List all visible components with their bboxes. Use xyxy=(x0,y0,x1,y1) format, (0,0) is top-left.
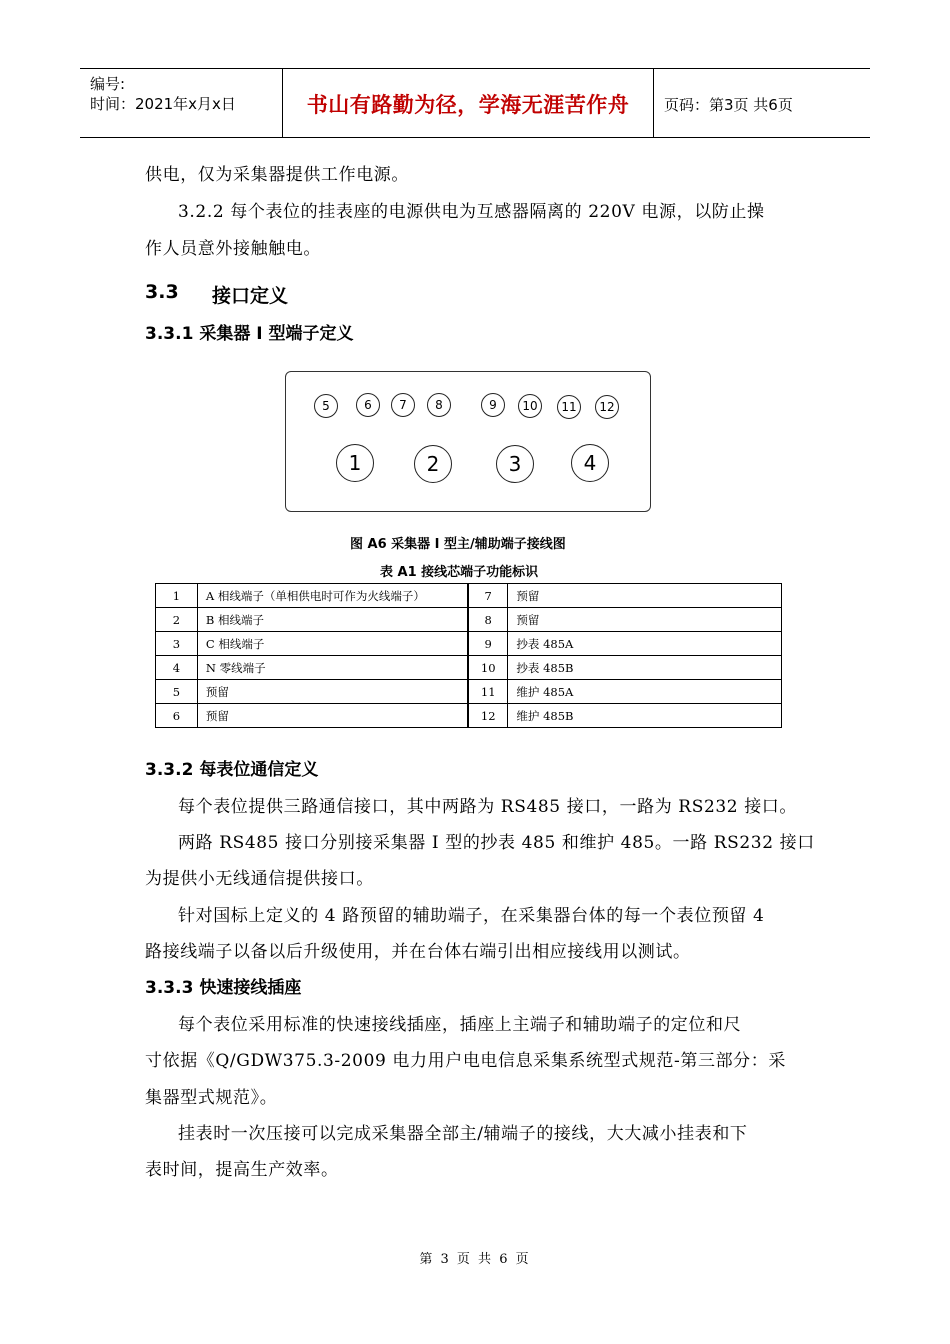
terminal-11: 11 xyxy=(557,395,581,419)
cell-num: 7 xyxy=(468,584,508,608)
terminal-12: 12 xyxy=(595,395,619,419)
table-row xyxy=(156,680,782,704)
paragraph-7-line1: 挂表时一次压接可以完成采集器全部主/辅端子的接线，大大减小挂表和下 xyxy=(178,1124,748,1144)
cell-desc: B 相线端子 xyxy=(197,608,468,632)
terminal-9: 9 xyxy=(481,393,505,417)
paragraph-3: 每个表位提供三路通信接口，其中两路为 RS485 接口，一路为 RS232 接口。 xyxy=(178,797,798,817)
cell-desc: 预留 xyxy=(508,584,782,608)
terminal-7: 7 xyxy=(391,393,415,417)
terminal-1: 1 xyxy=(336,444,374,482)
terminal-diagram xyxy=(285,371,651,512)
cell-num: 6 xyxy=(156,704,198,728)
time-label: 时间：2021年x月x日 xyxy=(90,95,236,113)
cell-num: 1 xyxy=(156,584,198,608)
cell-num: 4 xyxy=(156,656,198,680)
paragraph-5-line2: 路接线端子以备以后升级使用，并在台体右端引出相应接线用以测试。 xyxy=(145,942,691,962)
terminal-6: 6 xyxy=(356,393,380,417)
table-caption: 表 A1 接线芯端子功能标识 xyxy=(380,565,539,580)
header-meta xyxy=(80,69,283,137)
table-row xyxy=(156,704,782,728)
paragraph-2-line1: 3.2.2 每个表位的挂表座的电源供电为互感器隔离的 220V 电源，以防止操 xyxy=(178,202,765,222)
paragraph-1: 供电，仅为采集器提供工作电源。 xyxy=(145,165,409,185)
terminal-3: 3 xyxy=(496,445,534,483)
cell-desc: N 零线端子 xyxy=(197,656,468,680)
terminal-5: 5 xyxy=(314,394,338,418)
terminal-10: 10 xyxy=(518,394,542,418)
cell-num: 5 xyxy=(156,680,198,704)
table-row xyxy=(156,656,782,680)
cell-num: 3 xyxy=(156,632,198,656)
paragraph-5-line1: 针对国标上定义的 4 路预留的辅助端子，在采集器台体的每一个表位预留 4 xyxy=(178,906,765,926)
paragraph-6-line3: 集器型式规范》。 xyxy=(145,1088,278,1108)
subsection-332: 3.3.2 每表位通信定义 xyxy=(145,760,319,780)
terminal-function-table xyxy=(155,583,782,728)
cell-desc: 维护 485A xyxy=(508,680,782,704)
header-motto-cell xyxy=(283,69,654,137)
cell-desc: C 相线端子 xyxy=(197,632,468,656)
cell-num: 10 xyxy=(468,656,508,680)
cell-num: 12 xyxy=(468,704,508,728)
page-header xyxy=(80,68,870,138)
paragraph-4-line1: 两路 RS485 接口分别接采集器 I 型的抄表 485 和维护 485。一路 RS232 接口 xyxy=(178,833,815,853)
table-row xyxy=(156,632,782,656)
terminal-8: 8 xyxy=(427,393,451,417)
paragraph-6-line1: 每个表位采用标准的快速接线插座，插座上主端子和辅助端子的定位和尺 xyxy=(178,1015,742,1035)
paragraph-4-line2: 为提供小无线通信提供接口。 xyxy=(145,869,374,889)
paragraph-6-line2: 寸依据《Q/GDW375.3-2009 电力用户电电信息采集系统型式规范-第三部分：采 xyxy=(145,1051,786,1071)
cell-desc: 抄表 485A xyxy=(508,632,782,656)
paragraph-2-line2: 作人员意外接触触电。 xyxy=(145,239,321,259)
cell-desc: A 相线端子（单相供电时可作为火线端子） xyxy=(197,584,468,608)
terminal-2: 2 xyxy=(414,445,452,483)
cell-num: 11 xyxy=(468,680,508,704)
section-title: 接口定义 xyxy=(212,285,289,307)
section-number: 3.3 xyxy=(145,281,179,303)
subsection-331: 3.3.1 采集器 I 型端子定义 xyxy=(145,324,354,344)
cell-desc: 预留 xyxy=(197,704,468,728)
table-row xyxy=(156,608,782,632)
page-footer: 第 3 页 共 6 页 xyxy=(419,1252,531,1267)
paragraph-7-line2: 表时间，提高生产效率。 xyxy=(145,1160,339,1180)
cell-num: 2 xyxy=(156,608,198,632)
code-label: 编号: xyxy=(90,75,126,93)
cell-desc: 预留 xyxy=(197,680,468,704)
page-info: 页码：第3页 共6页 xyxy=(664,96,793,114)
cell-desc: 抄表 485B xyxy=(508,656,782,680)
figure-caption: 图 A6 采集器 I 型主/辅助端子接线图 xyxy=(350,537,566,552)
cell-desc: 预留 xyxy=(508,608,782,632)
cell-num: 9 xyxy=(468,632,508,656)
cell-num: 8 xyxy=(468,608,508,632)
terminal-4: 4 xyxy=(571,444,609,482)
cell-desc: 维护 485B xyxy=(508,704,782,728)
motto: 书山有路勤为径，学海无涯苦作舟 xyxy=(306,93,630,117)
table-row xyxy=(156,584,782,608)
subsection-333: 3.3.3 快速接线插座 xyxy=(145,978,302,998)
